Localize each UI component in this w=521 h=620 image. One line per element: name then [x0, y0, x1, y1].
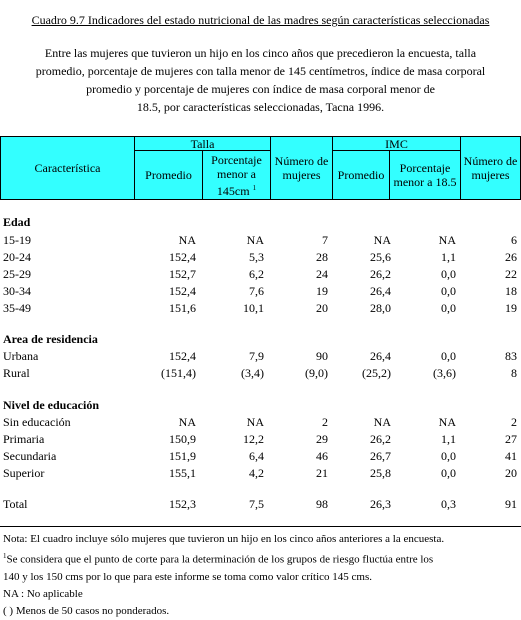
- row-label: Rural: [3, 366, 30, 380]
- subtitle-line: promedio, porcentaje de mujeres con talla menor de 145 centímetros, índice de masa corporal: [35, 64, 486, 78]
- cell-imc-numero: 18: [505, 284, 517, 298]
- footnotes: [3, 531, 444, 620]
- cell-talla-porcentaje: 6,2: [249, 267, 264, 281]
- table-row: [0, 267, 521, 284]
- cell-talla-promedio: 155,1: [169, 466, 196, 480]
- row-label: 35-49: [3, 301, 31, 315]
- cell-talla-promedio: (151,4): [161, 366, 196, 380]
- note-line: ( ) Menos de 50 casos no ponderados.: [3, 604, 170, 617]
- row-label: Sin educación: [3, 415, 71, 429]
- cell-imc-numero: 41: [505, 449, 517, 463]
- footnote-marker: 1: [3, 552, 7, 560]
- header-label: Número de: [274, 154, 329, 168]
- cell-imc-porcentaje: 0,0: [441, 449, 456, 463]
- header-promedio-imc: [332, 150, 390, 200]
- row-label: 30-34: [3, 284, 31, 298]
- header-talla: [134, 136, 271, 151]
- table-row: [0, 284, 521, 301]
- header-label: Promedio: [145, 168, 192, 182]
- cell-imc-porcentaje: 1,1: [441, 250, 456, 264]
- cell-imc-numero: 22: [505, 267, 517, 281]
- cell-imc-numero: 6: [511, 233, 517, 247]
- header-porcentaje-imc: [389, 150, 461, 200]
- cell-imc-porcentaje: 0,0: [441, 301, 456, 315]
- cell-imc-promedio: 26,3: [370, 497, 391, 511]
- cell-imc-porcentaje: 1,1: [441, 432, 456, 446]
- cell-talla-promedio: 152,4: [169, 284, 196, 298]
- row-label: Total: [3, 497, 28, 511]
- header-label: menor a 18.5: [393, 175, 457, 189]
- row-label: Superior: [3, 466, 45, 480]
- header-imc: [332, 136, 461, 151]
- row-label: 25-29: [3, 267, 31, 281]
- subtitle-line: promedio y porcentaje de mujeres con índice de masa corporal menor de: [86, 82, 435, 96]
- cell-imc-promedio: 26,7: [370, 449, 391, 463]
- subtitle-line: Entre las mujeres que tuvieron un hijo en los cinco años que precedieron la encuesta, talla: [44, 46, 477, 60]
- header-numero-mujeres-talla: [270, 136, 333, 200]
- note-line: 140 y los 150 cms por lo que para este informe se toma como valor crítico 145 cms.: [3, 570, 373, 583]
- cell-imc-numero: 91: [505, 497, 517, 511]
- cell-talla-porcentaje: 10,1: [243, 301, 264, 315]
- cell-imc-numero: 27: [505, 432, 517, 446]
- cell-imc-porcentaje: 0,0: [441, 267, 456, 281]
- cell-talla-porcentaje: 6,4: [249, 449, 264, 463]
- header-caracteristica: [0, 136, 135, 200]
- cell-imc-promedio: NA: [373, 233, 391, 247]
- table-row: [0, 415, 521, 432]
- note-text: Se considera que el punto de corte para la determinación de los grupos de riesgo fluctúa entre los: [6, 553, 434, 566]
- header-label: mujeres: [471, 168, 510, 182]
- cell-talla-numero: 46: [316, 449, 328, 463]
- header-label: 145cm: [216, 183, 250, 198]
- cell-talla-numero: 98: [316, 497, 328, 511]
- header-label: Porcentaje: [399, 161, 451, 175]
- table-row: [0, 432, 521, 449]
- cell-imc-promedio: 26,2: [370, 432, 391, 446]
- row-label: Primaria: [3, 432, 45, 446]
- cell-imc-promedio: 26,2: [370, 267, 391, 281]
- cell-imc-numero: 20: [505, 466, 517, 480]
- cell-talla-promedio: 152,4: [169, 250, 196, 264]
- cell-talla-numero: (9,0): [305, 366, 328, 380]
- header-label: Número de: [463, 154, 518, 168]
- table-row: [0, 233, 521, 250]
- cell-imc-promedio: NA: [373, 415, 391, 429]
- table-row: [0, 466, 521, 483]
- cell-talla-porcentaje: (3,4): [241, 366, 264, 380]
- row-label: Secundaria: [3, 449, 57, 463]
- section-title-educacion: Nivel de educación: [3, 398, 99, 412]
- cell-imc-porcentaje: (3,6): [433, 366, 456, 380]
- cell-talla-porcentaje: 4,2: [249, 466, 264, 480]
- footnote-marker: 1: [252, 183, 257, 192]
- header-label: Característica: [34, 161, 101, 175]
- cell-talla-numero: 7: [322, 233, 328, 247]
- header-label: Talla: [190, 136, 215, 151]
- section-title-area: Area de residencia: [3, 332, 98, 346]
- cell-imc-promedio: 25,8: [370, 466, 391, 480]
- table-bottom-rule: [0, 526, 521, 527]
- cell-talla-promedio: NA: [178, 233, 196, 247]
- note-line: NA : No aplicable: [3, 587, 83, 600]
- cell-imc-porcentaje: NA: [438, 415, 456, 429]
- table-title: Cuadro 9.7 Indicadores del estado nutricional de las madres según características seleccionadas: [31, 13, 490, 27]
- section-title-edad: Edad: [3, 215, 31, 229]
- cell-imc-porcentaje: 0,0: [441, 466, 456, 480]
- cell-talla-numero: 2: [322, 415, 328, 429]
- cell-talla-promedio: 152,3: [169, 497, 196, 511]
- cell-talla-promedio: 150,9: [169, 432, 196, 446]
- note-line: [3, 548, 444, 569]
- row-label: 20-24: [3, 250, 31, 264]
- subtitle-line: 18.5, por características seleccionadas, Tacna 1996.: [136, 100, 385, 114]
- header-porcentaje-talla: [202, 150, 271, 200]
- table-row: [0, 349, 521, 366]
- cell-imc-promedio: 26,4: [370, 284, 391, 298]
- cell-imc-numero: 19: [505, 301, 517, 315]
- cell-imc-porcentaje: 0,0: [441, 349, 456, 363]
- cell-talla-numero: 19: [316, 284, 328, 298]
- cell-imc-porcentaje: NA: [438, 233, 456, 247]
- cell-talla-porcentaje: 7,6: [249, 284, 264, 298]
- cell-talla-porcentaje: NA: [246, 233, 264, 247]
- cell-imc-promedio: 26,4: [370, 349, 391, 363]
- cell-talla-porcentaje: 7,5: [249, 497, 264, 511]
- cell-imc-numero: 2: [511, 415, 517, 429]
- cell-talla-numero: 90: [316, 349, 328, 363]
- cell-talla-promedio: NA: [178, 415, 196, 429]
- cell-imc-promedio: 28,0: [370, 301, 391, 315]
- cell-talla-promedio: 152,4: [169, 349, 196, 363]
- table-header: [0, 136, 521, 200]
- table-row: [0, 250, 521, 267]
- cell-talla-numero: 28: [316, 250, 328, 264]
- table-row: [0, 301, 521, 318]
- header-label: Porcentaje: [211, 152, 262, 167]
- cell-talla-numero: 29: [316, 432, 328, 446]
- cell-talla-porcentaje: NA: [246, 415, 264, 429]
- cell-talla-promedio: 151,6: [169, 301, 196, 315]
- cell-imc-porcentaje: 0,3: [441, 497, 456, 511]
- note-line: Nota: El cuadro incluye sólo mujeres que tuvieron un hijo en los cinco años anteriores a la encuesta.: [3, 533, 445, 545]
- cell-talla-numero: 20: [316, 301, 328, 315]
- cell-talla-numero: 21: [316, 466, 328, 480]
- header-numero-mujeres-imc: [460, 136, 521, 200]
- table-row: [0, 366, 521, 383]
- cell-talla-porcentaje: 7,9: [249, 349, 264, 363]
- cell-talla-porcentaje: 5,3: [249, 250, 264, 264]
- header-label: menor a: [217, 166, 256, 181]
- cell-talla-porcentaje: 12,2: [243, 432, 264, 446]
- header-label: IMC: [385, 136, 408, 151]
- cell-imc-numero: 26: [505, 250, 517, 264]
- header-label: Promedio: [337, 168, 385, 182]
- header-label: mujeres: [282, 168, 321, 182]
- cell-imc-promedio: (25,2): [362, 366, 391, 380]
- row-label: Urbana: [3, 349, 39, 363]
- cell-talla-promedio: 151,9: [169, 449, 196, 463]
- table-row-total: [0, 497, 521, 514]
- row-label: 15-19: [3, 233, 31, 247]
- cell-talla-promedio: 152,7: [169, 267, 196, 281]
- cell-imc-numero: 8: [511, 366, 517, 380]
- cell-imc-promedio: 25,6: [370, 250, 391, 264]
- table-subtitle: [20, 44, 501, 116]
- cell-talla-numero: 24: [316, 267, 328, 281]
- cell-imc-porcentaje: 0,0: [441, 284, 456, 298]
- table-row: [0, 449, 521, 466]
- cell-imc-numero: 83: [505, 349, 517, 363]
- header-promedio-talla: [134, 150, 203, 200]
